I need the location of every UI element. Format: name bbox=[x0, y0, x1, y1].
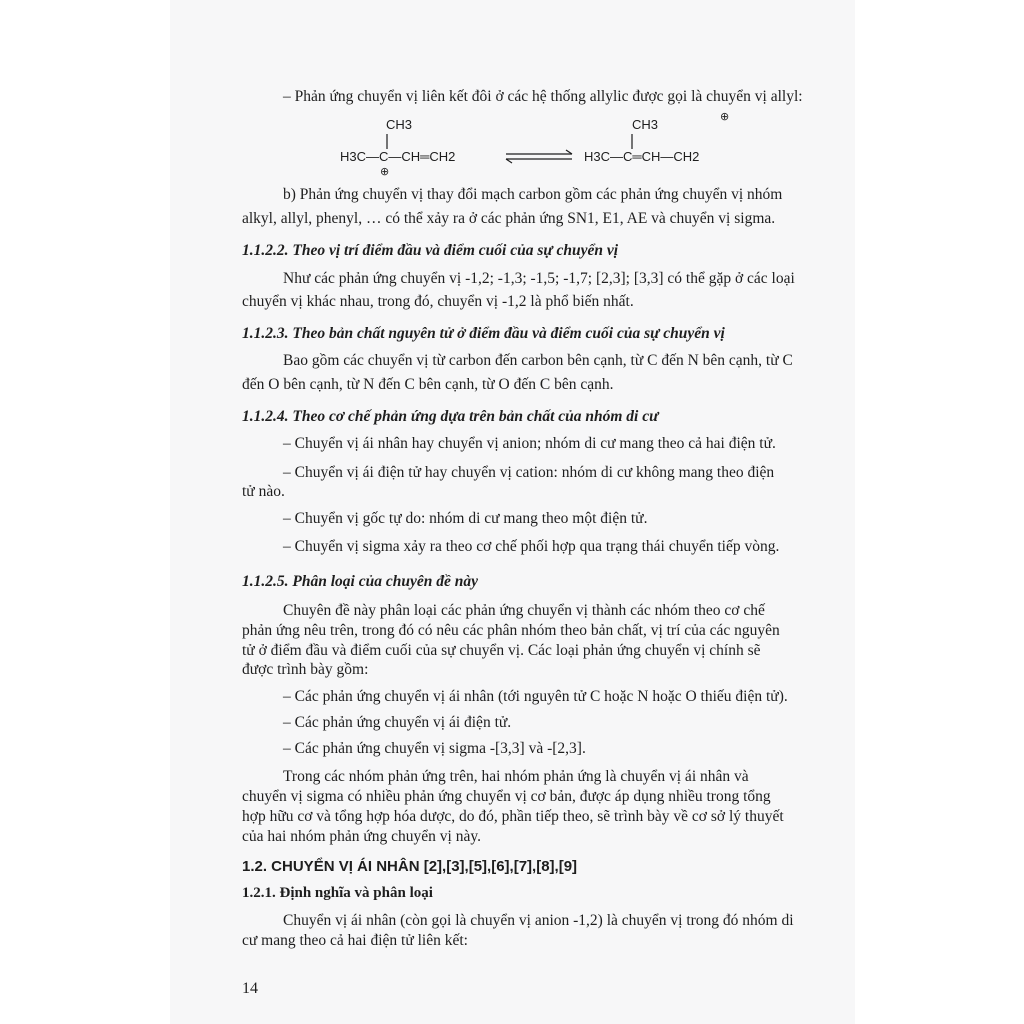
para-1125-line-3: tử ở điểm đầu và điểm cuối của sự chuyển vị. Các loại phản ứng chuyển vị chính sẽ bbox=[242, 642, 761, 659]
summary-line-3: hợp hữu cơ và tổng hợp hóa dược, do đó, phần tiếp theo, sẽ trình bày về cơ sở lý thuyết bbox=[242, 808, 784, 825]
para-1125-line-1: Chuyên đề này phân loại các phản ứng chuyển vị thành các nhóm theo cơ chế bbox=[283, 602, 765, 619]
intro-line: – Phản ứng chuyển vị liên kết đôi ở các hệ thống allylic được gọi là chuyển vị allyl: bbox=[283, 88, 803, 105]
bullet-1125-3: – Các phản ứng chuyển vị sigma -[3,3] và -[2,3]. bbox=[283, 740, 586, 757]
summary-line-4: của hai nhóm phản ứng chuyển vị này. bbox=[242, 828, 481, 845]
para-121-line-2: cư mang theo cả hai điện tử liên kết: bbox=[242, 932, 468, 949]
allyl-rearrangement-equation bbox=[320, 108, 760, 186]
right-charge: ⊕ bbox=[720, 111, 730, 123]
para-1125-line-2: phản ứng nêu trên, trong đó có nêu các phân nhóm theo bản chất, vị trí của các nguyên bbox=[242, 622, 780, 639]
heading-1-1-2-4: 1.1.2.4. Theo cơ chế phản ứng dựa trên bản chất của nhóm di cư bbox=[242, 408, 659, 425]
bullet-1124-2-cont: tử nào. bbox=[242, 483, 285, 500]
para-1122-line-2: chuyển vị khác nhau, trong đó, chuyển vị -1,2 là phổ biến nhất. bbox=[242, 293, 634, 310]
para-121-line-1: Chuyển vị ái nhân (còn gọi là chuyển vị anion -1,2) là chuyển vị trong đó nhóm di bbox=[283, 912, 794, 929]
summary-line-1: Trong các nhóm phản ứng trên, hai nhóm phản ứng là chuyển vị ái nhân và bbox=[283, 768, 749, 785]
para-b-line-1: b) Phản ứng chuyển vị thay đổi mạch carbon gồm các phản ứng chuyển vị nhóm bbox=[283, 186, 783, 203]
right-methyl-label: CH3 bbox=[632, 117, 659, 132]
bullet-1125-2: – Các phản ứng chuyển vị ái điện tử. bbox=[283, 714, 512, 731]
para-1123-line-1: Bao gồm các chuyển vị từ carbon đến carbon bên cạnh, từ C đến N bên cạnh, từ C bbox=[283, 352, 793, 369]
left-charge: ⊕ bbox=[380, 166, 390, 178]
para-b-line-2: alkyl, allyl, phenyl, … có thể xảy ra ở các phản ứng SN1, E1, AE và chuyển vị sigma. bbox=[242, 210, 776, 227]
page-number: 14 bbox=[242, 980, 258, 997]
para-1123-line-2: đến O bên cạnh, từ N đến C bên cạnh, từ O đến C bên cạnh. bbox=[242, 376, 614, 393]
right-structure-label: H3C—C═CH—CH2 bbox=[584, 149, 700, 164]
para-1122-line-1: Như các phản ứng chuyển vị -1,2; -1,3; -1,5; -1,7; [2,3]; [3,3] có thể gặp ở các loại bbox=[283, 270, 795, 287]
bullet-1124-2: – Chuyển vị ái điện tử hay chuyển vị cation: nhóm di cư không mang theo điện bbox=[283, 464, 775, 481]
left-methyl-label: CH3 bbox=[386, 117, 413, 132]
para-1125-line-4: được trình bày gồm: bbox=[242, 661, 369, 678]
heading-1-2: 1.2. CHUYỂN VỊ ÁI NHÂN [2],[3],[5],[6],[7],[8],[9] bbox=[242, 858, 578, 875]
heading-1-1-2-2: 1.1.2.2. Theo vị trí điểm đầu và điểm cuối của sự chuyển vị bbox=[242, 242, 619, 259]
heading-1-1-2-5: 1.1.2.5. Phân loại của chuyên đề này bbox=[242, 573, 478, 590]
heading-1-1-2-3: 1.1.2.3. Theo bản chất nguyên tử ở điểm đầu và điểm cuối của sự chuyển vị bbox=[242, 325, 725, 342]
bullet-1124-3: – Chuyển vị gốc tự do: nhóm di cư mang theo một điện tử. bbox=[283, 510, 648, 527]
left-structure-label: H3C—C—CH═CH2 bbox=[340, 149, 456, 164]
summary-line-2: chuyển vị sigma có nhiều phản ứng chuyển vị cơ bản, được áp dụng nhiều trong tổng bbox=[242, 788, 771, 805]
bullet-1125-1: – Các phản ứng chuyển vị ái nhân (tới nguyên tử C hoặc N hoặc O thiếu điện tử). bbox=[283, 688, 788, 705]
bullet-1124-1: – Chuyển vị ái nhân hay chuyển vị anion; nhóm di cư mang theo cả hai điện tử. bbox=[283, 435, 776, 452]
bullet-1124-4: – Chuyển vị sigma xảy ra theo cơ chế phối hợp qua trạng thái chuyển tiếp vòng. bbox=[283, 538, 780, 555]
heading-1-2-1: 1.2.1. Định nghĩa và phân loại bbox=[242, 885, 433, 901]
